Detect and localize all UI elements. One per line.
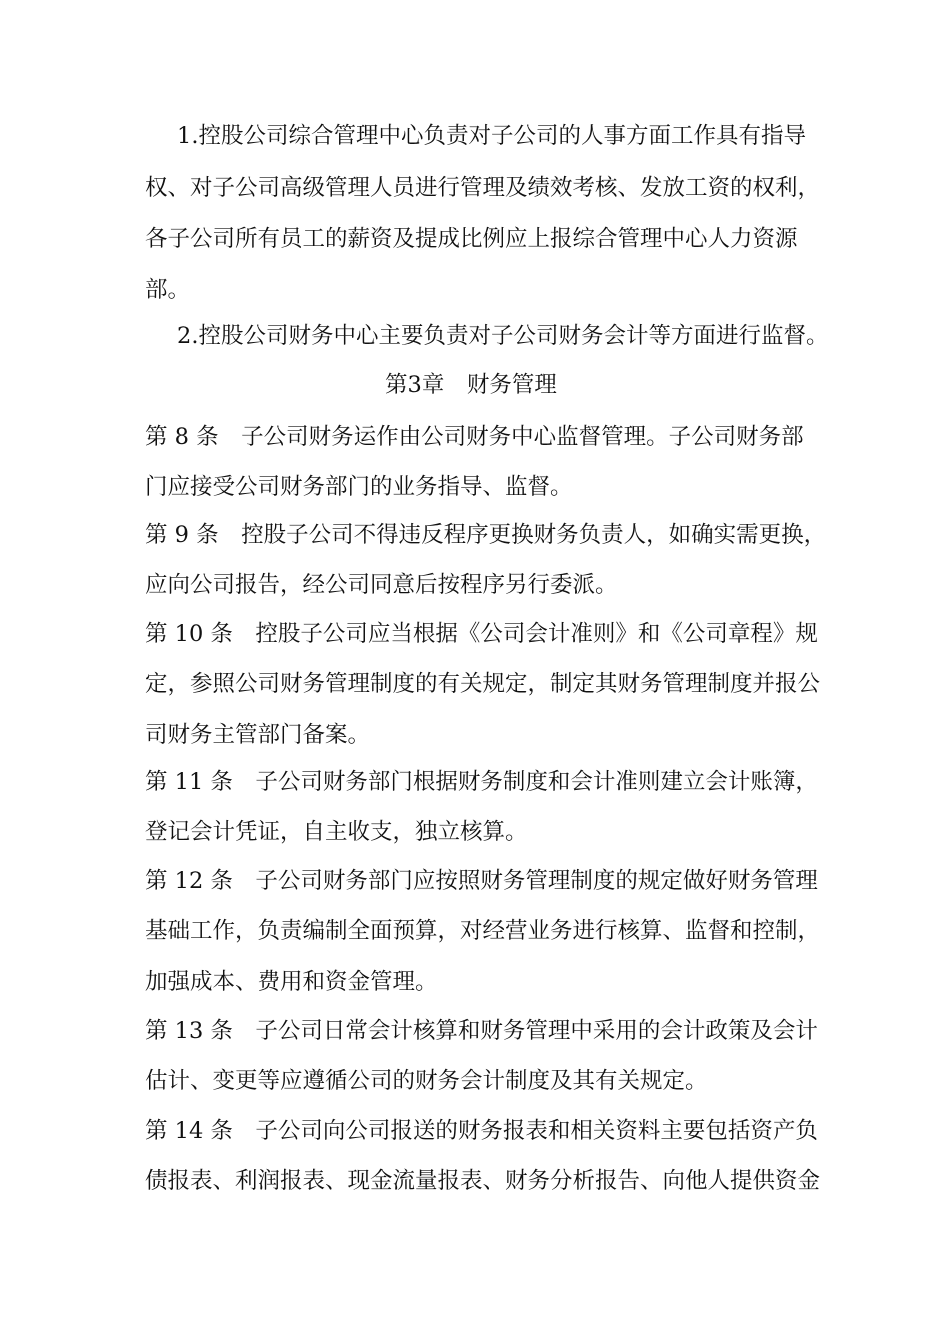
text-line <box>177 121 877 151</box>
line-text: 2.控股公司财务中心主要负责对子公司财务会计等方面进行监督。 <box>177 323 829 349</box>
line-text: 各子公司所有员工的薪资及提成比例应上报综合管理中心人力资源 <box>145 226 798 252</box>
text-line <box>145 1116 845 1146</box>
line-text: 加强成本、费用和资金管理。 <box>145 969 438 995</box>
text-line <box>145 767 845 797</box>
line-text: 门应接受公司财务部门的业务指导、监督。 <box>145 474 573 500</box>
line-text: 第 13 条 子公司日常会计核算和财务管理中采用的会计政策及会计 <box>145 1018 818 1044</box>
text-line <box>145 422 845 452</box>
line-text: 权、对子公司高级管理人员进行管理及绩效考核、发放工资的权利， <box>145 175 821 201</box>
line-text: 基础工作，负责编制全面预算，对经营业务进行核算、监督和控制， <box>145 918 821 944</box>
line-text: 第 9 条 控股子公司不得违反程序更换财务负责人，如确实需更换， <box>145 522 827 548</box>
line-text: 第 10 条 控股子公司应当根据《公司会计准则》和《公司章程》规 <box>145 621 818 647</box>
text-line <box>145 173 845 203</box>
chapter-heading <box>385 370 685 400</box>
text-line <box>145 472 845 502</box>
line-text: 司财务主管部门备案。 <box>145 722 371 748</box>
text-line <box>145 720 845 750</box>
text-line <box>145 1066 845 1096</box>
line-text: 债报表、利润报表、现金流量报表、财务分析报告、向他人提供资金 <box>145 1168 821 1194</box>
text-line <box>145 866 845 896</box>
text-line <box>145 570 845 600</box>
line-text: 第 11 条 子公司财务部门根据财务制度和会计准则建立会计账簿， <box>145 769 818 795</box>
line-text: 估计、变更等应遵循公司的财务会计制度及其有关规定。 <box>145 1068 708 1094</box>
text-line <box>177 321 877 351</box>
text-line <box>145 619 845 649</box>
text-line <box>145 916 845 946</box>
text-line <box>145 669 845 699</box>
line-text: 第 12 条 子公司财务部门应按照财务管理制度的规定做好财务管理 <box>145 868 818 894</box>
text-line <box>145 224 845 254</box>
line-text: 1.控股公司综合管理中心负责对子公司的人事方面工作具有指导 <box>177 123 806 149</box>
chapter-heading-text: 第3章 财务管理 <box>385 372 557 398</box>
text-line <box>145 275 845 305</box>
line-text: 部。 <box>145 277 191 303</box>
text-line <box>145 1016 845 1046</box>
line-text: 第 8 条 子公司财务运作由公司财务中心监督管理。子公司财务部 <box>145 424 804 450</box>
text-line <box>145 520 845 550</box>
line-text: 登记会计凭证，自主收支，独立核算。 <box>145 819 528 845</box>
line-text: 第 14 条 子公司向公司报送的财务报表和相关资料主要包括资产负 <box>145 1118 818 1144</box>
line-text: 应向公司报告，经公司同意后按程序另行委派。 <box>145 572 618 598</box>
text-line <box>145 967 845 997</box>
text-line <box>145 817 845 847</box>
text-line <box>145 1166 845 1196</box>
line-text: 定，参照公司财务管理制度的有关规定，制定其财务管理制度并报公 <box>145 671 821 697</box>
